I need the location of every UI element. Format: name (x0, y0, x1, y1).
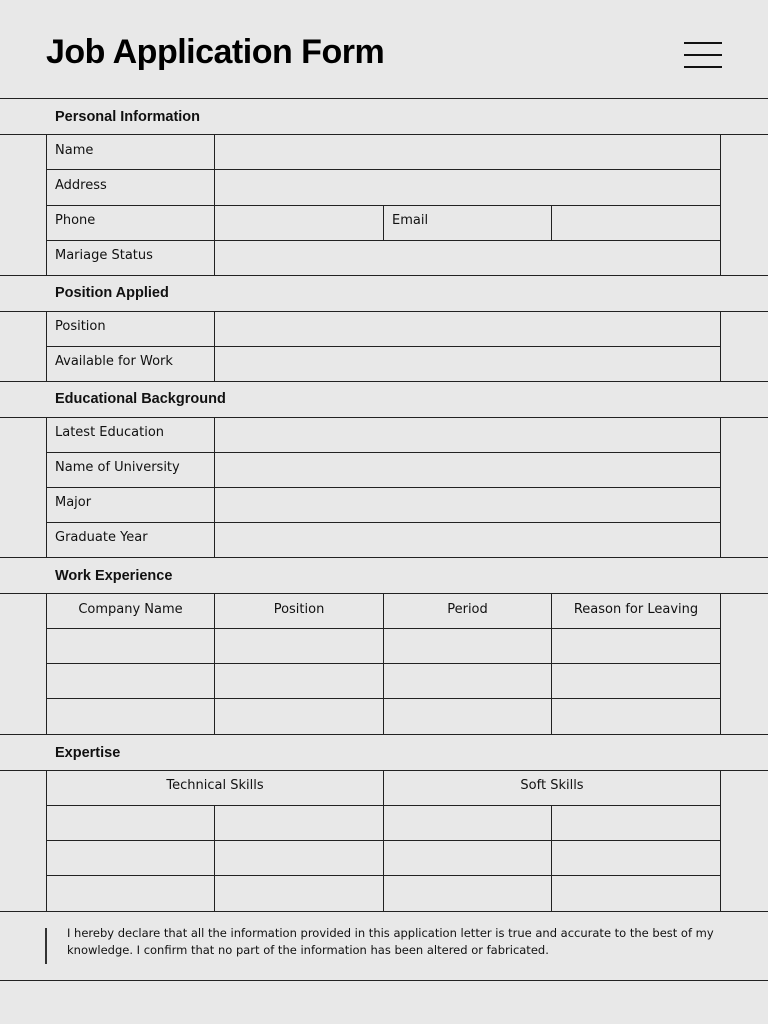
phone-field[interactable] (215, 206, 383, 240)
soft-skill-cell[interactable] (552, 841, 720, 875)
position-label: Position (55, 319, 106, 334)
soft-skill-cell[interactable] (384, 841, 551, 875)
section-heading-expertise: Expertise (55, 745, 121, 761)
page-title: Job Application Form (46, 33, 385, 71)
declaration-text: I hereby declare that all the information provided in this application letter is true and accurate to the best of my knowledge. I confirm that no part of the information has been altered or fabricated. (67, 926, 714, 957)
position-field[interactable] (215, 312, 720, 346)
divider (0, 911, 768, 912)
name-field[interactable] (215, 135, 720, 169)
work-cell[interactable] (47, 699, 214, 734)
work-cell[interactable] (215, 664, 383, 698)
work-cell[interactable] (47, 664, 214, 698)
work-cell[interactable] (47, 629, 214, 663)
divider (0, 557, 768, 558)
email-field[interactable] (552, 206, 720, 240)
technical-skill-cell[interactable] (215, 841, 383, 875)
available-for-work-field[interactable] (215, 347, 720, 381)
divider (0, 381, 768, 382)
email-label: Email (392, 213, 429, 228)
divider (0, 593, 768, 594)
work-col-company: Company Name (78, 602, 183, 617)
work-cell[interactable] (384, 629, 551, 663)
divider (0, 275, 768, 276)
marital-status-label: Mariage Status (55, 248, 153, 263)
soft-skill-cell[interactable] (552, 876, 720, 911)
address-label: Address (55, 178, 107, 193)
work-col-reason: Reason for Leaving (573, 602, 699, 617)
section-heading-work: Work Experience (55, 568, 173, 584)
major-field[interactable] (215, 488, 720, 522)
university-field[interactable] (215, 453, 720, 487)
declaration-accent-bar (45, 928, 47, 964)
work-cell[interactable] (215, 699, 383, 734)
latest-education-field[interactable] (215, 418, 720, 452)
technical-skill-cell[interactable] (215, 876, 383, 911)
hamburger-menu-icon[interactable] (684, 42, 722, 68)
work-cell[interactable] (215, 629, 383, 663)
work-cell[interactable] (384, 699, 551, 734)
divider (0, 980, 768, 981)
available-for-work-label: Available for Work (55, 354, 173, 369)
work-cell[interactable] (552, 699, 720, 734)
expertise-col-technical: Technical Skills (166, 778, 264, 793)
soft-skill-cell[interactable] (384, 876, 551, 911)
work-cell[interactable] (552, 664, 720, 698)
section-heading-position: Position Applied (55, 285, 169, 301)
section-heading-education: Educational Background (55, 391, 226, 407)
technical-skill-cell[interactable] (47, 841, 214, 875)
graduate-year-field[interactable] (215, 523, 720, 557)
table-rule (383, 205, 384, 240)
work-cell[interactable] (384, 664, 551, 698)
technical-skill-cell[interactable] (47, 876, 214, 911)
expertise-col-soft: Soft Skills (520, 778, 584, 793)
divider (0, 734, 768, 735)
technical-skill-cell[interactable] (215, 806, 383, 840)
divider (0, 98, 768, 99)
major-label: Major (55, 495, 92, 510)
marital-status-field[interactable] (215, 241, 720, 275)
soft-skill-cell[interactable] (552, 806, 720, 840)
work-col-period: Period (447, 602, 488, 617)
latest-education-label: Latest Education (55, 425, 165, 440)
graduate-year-label: Graduate Year (55, 530, 148, 545)
university-label: Name of University (55, 460, 180, 475)
divider (0, 770, 768, 771)
phone-label: Phone (55, 213, 96, 228)
section-heading-personal: Personal Information (55, 109, 201, 125)
name-label: Name (55, 143, 94, 158)
work-cell[interactable] (552, 629, 720, 663)
technical-skill-cell[interactable] (47, 806, 214, 840)
work-col-position: Position (273, 602, 325, 617)
address-field[interactable] (215, 170, 720, 205)
soft-skill-cell[interactable] (384, 806, 551, 840)
